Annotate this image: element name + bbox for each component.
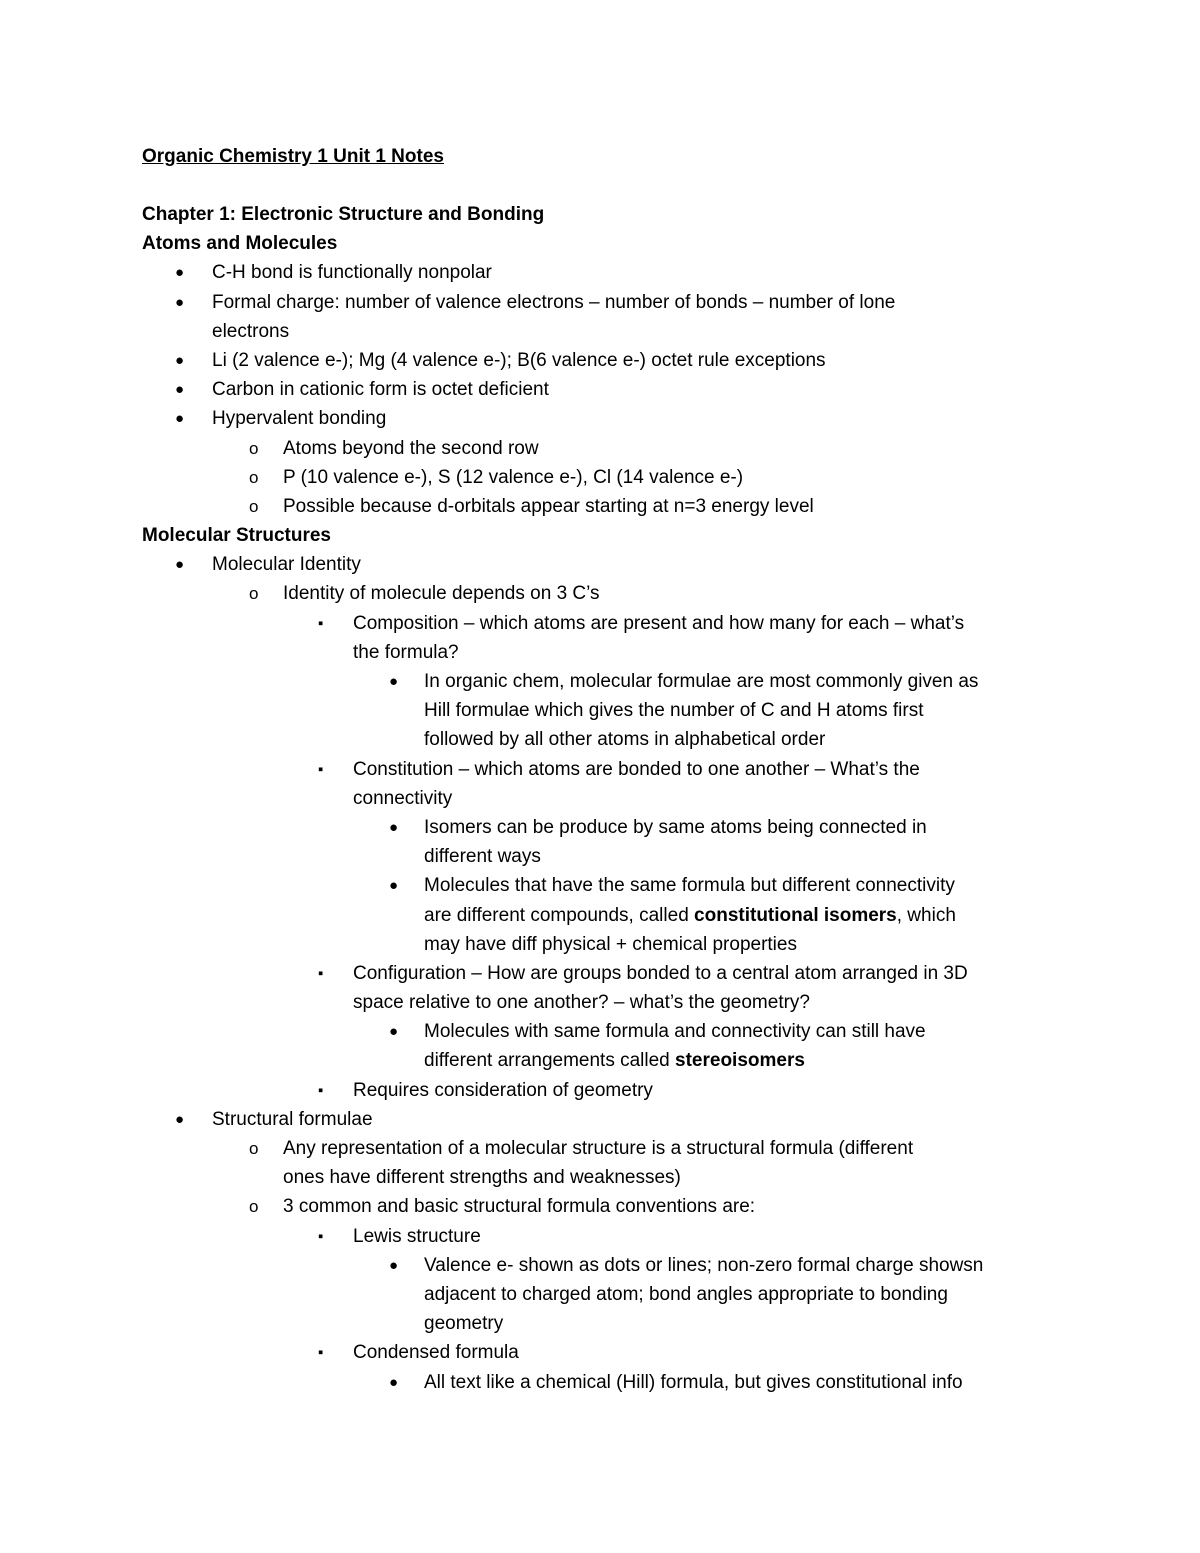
item-text <box>283 434 539 463</box>
list-item <box>0 842 1200 871</box>
list-item <box>0 258 1200 287</box>
item-text <box>424 901 956 930</box>
bullet-marker: ● <box>389 1256 399 1274</box>
text-run: Atoms beyond the second row <box>283 437 539 459</box>
text-run: electrons <box>212 320 290 342</box>
text-run: In organic chem, molecular formulae are most commonly given as <box>424 671 979 692</box>
item-text <box>283 1134 913 1163</box>
bullet-marker: ▪ <box>318 1081 324 1099</box>
item-text <box>424 930 797 959</box>
item-text <box>353 988 810 1017</box>
list-item <box>0 930 1200 959</box>
item-text <box>424 813 927 842</box>
item-text <box>212 404 386 433</box>
list-item <box>0 375 1200 404</box>
list-item <box>0 404 1200 433</box>
item-text <box>212 375 549 404</box>
heading-text <box>142 200 544 229</box>
list-item <box>0 550 1200 579</box>
item-text <box>424 1280 948 1309</box>
section-heading <box>0 229 1200 258</box>
bullet-marker: ● <box>389 877 399 895</box>
bullet-marker: o <box>249 1197 259 1217</box>
item-text <box>424 842 541 871</box>
item-text <box>424 1368 963 1397</box>
bullet-marker: ● <box>175 556 185 574</box>
text-run: Lewis structure <box>353 1225 481 1247</box>
text-run: Constitution – which atoms are bonded to one another – What’s the <box>353 758 920 780</box>
text-run: Structural formulae <box>212 1108 373 1130</box>
bullet-marker: o <box>249 584 259 604</box>
list-item <box>0 579 1200 608</box>
text-run: Formal charge: number of valence electrons – number of bonds – number of lone <box>212 291 896 313</box>
item-text <box>212 1105 373 1134</box>
bullet-marker: ● <box>175 351 185 369</box>
text-run: Identity of molecule depends on 3 C’s <box>283 583 600 605</box>
item-text <box>212 288 895 317</box>
list-item <box>0 667 1200 696</box>
text-run: Possible because d-orbitals appear starting at n=3 energy level <box>283 495 814 517</box>
bullet-marker: ● <box>389 818 399 836</box>
item-text <box>283 579 600 608</box>
bullet-marker: ● <box>175 1110 185 1128</box>
item-text <box>424 1046 805 1075</box>
list-item <box>0 609 1200 638</box>
list-item <box>0 1192 1200 1221</box>
text-run: Hill formulae which gives the number of C and H atoms first <box>424 700 924 722</box>
list-item <box>0 434 1200 463</box>
text-run: Requires consideration of geometry <box>353 1079 653 1101</box>
item-text <box>283 492 814 521</box>
item-text <box>212 346 826 375</box>
text-run: are different compounds, called <box>424 904 695 926</box>
document-title: Organic Chemistry 1 Unit 1 Notes <box>142 146 444 167</box>
item-text <box>424 1017 926 1046</box>
list-item <box>0 725 1200 754</box>
list-item <box>0 784 1200 813</box>
item-text <box>353 1338 519 1367</box>
text-run: Molecular Identity <box>212 554 361 576</box>
item-text <box>424 725 825 754</box>
text-run: adjacent to charged atom; bond angles appropriate to bonding <box>424 1283 948 1305</box>
text-run: ones have different strengths and weaknesses) <box>283 1167 681 1189</box>
text-run: Any representation of a molecular structure is a structural formula (different <box>283 1138 914 1159</box>
list-item <box>0 1046 1200 1075</box>
item-text <box>283 1192 755 1221</box>
list-item <box>0 1134 1200 1163</box>
bullet-marker: ● <box>175 381 185 399</box>
heading-text <box>142 229 337 258</box>
text-run: Chapter 1: Electronic Structure and Bonding <box>142 204 545 225</box>
text-run: different arrangements called <box>424 1050 676 1072</box>
heading-text <box>142 521 331 550</box>
list-item <box>0 1017 1200 1046</box>
item-text <box>212 258 492 287</box>
text-run: Hypervalent bonding <box>212 408 387 430</box>
text-run: geometry <box>424 1313 504 1335</box>
bullet-marker: ● <box>389 673 399 690</box>
text-run: , which <box>896 904 956 926</box>
item-text <box>424 871 955 900</box>
list-item <box>0 988 1200 1017</box>
bullet-marker: o <box>249 438 259 458</box>
list-item <box>0 813 1200 842</box>
list-item <box>0 492 1200 521</box>
bullet-marker: ▪ <box>318 964 324 982</box>
bullet-marker: ● <box>389 1373 399 1391</box>
list-item <box>0 1280 1200 1309</box>
bullet-marker: ● <box>175 293 185 311</box>
list-item <box>0 1368 1200 1397</box>
text-run: different ways <box>424 846 541 868</box>
item-text <box>424 1251 983 1280</box>
text-run: 3 common and basic structural formula conventions are: <box>283 1196 756 1218</box>
item-text <box>353 784 452 813</box>
text-run: Li (2 valence e-); Mg (4 valence e-); B(6 valence e-) octet rule exceptions <box>212 349 826 371</box>
bold-term: stereoisomers <box>675 1050 805 1072</box>
text-run: Valence e- shown as dots or lines; non-zero formal charge showsn <box>424 1254 984 1276</box>
text-run: Molecular Structures <box>142 525 331 547</box>
bullet-marker: ▪ <box>318 614 324 632</box>
text-run: Condensed formula <box>353 1342 519 1364</box>
bullet-marker: ● <box>389 1023 399 1041</box>
list-item <box>0 901 1200 930</box>
list-item <box>0 288 1200 317</box>
text-run: Isomers can be produce by same atoms being connected in <box>424 816 927 838</box>
item-text <box>353 1222 481 1251</box>
text-run: may have diff physical + chemical properties <box>424 933 797 955</box>
item-text <box>353 1076 653 1105</box>
list-item <box>0 1076 1200 1105</box>
list-item <box>0 1105 1200 1134</box>
list-item <box>0 638 1200 667</box>
bullet-marker: ● <box>175 410 185 428</box>
text-run: C-H bond is functionally nonpolar <box>212 262 492 284</box>
bullet-marker: ▪ <box>318 1344 324 1362</box>
item-text <box>212 550 361 579</box>
item-text <box>353 638 459 667</box>
text-run: Molecules with same formula and connectivity can still have <box>424 1021 926 1043</box>
bullet-marker: ● <box>175 264 185 282</box>
item-text <box>353 959 968 988</box>
bullet-marker: o <box>249 467 259 487</box>
item-text <box>212 317 289 346</box>
list-item <box>0 317 1200 346</box>
list-item <box>0 755 1200 784</box>
item-text <box>353 609 964 638</box>
bullet-marker: ▪ <box>318 760 324 778</box>
text-run: Configuration – How are groups bonded to a central atom arranged in 3D <box>353 962 968 984</box>
text-run: All text like a chemical (Hill) formula, but gives constitutional info <box>424 1371 963 1393</box>
bullet-marker: ▪ <box>318 1227 324 1245</box>
item-text <box>424 667 978 696</box>
item-text <box>283 463 743 492</box>
list-item <box>0 959 1200 988</box>
list-item <box>0 1251 1200 1280</box>
list-item <box>0 1309 1200 1338</box>
text-run: P (10 valence e-), S (12 valence e-), Cl (14 valence e-) <box>283 466 744 488</box>
item-text <box>424 696 923 725</box>
text-run: Molecules that have the same formula but different connectivity <box>424 875 955 897</box>
list-item <box>0 1338 1200 1367</box>
bold-term: constitutional isomers <box>694 904 897 926</box>
list-item <box>0 1222 1200 1251</box>
text-run: Composition – which atoms are present and how many for each – what’s <box>353 612 965 634</box>
list-item <box>0 871 1200 900</box>
text-run: space relative to one another? – what’s the geometry? <box>353 992 810 1014</box>
bullet-marker: o <box>249 496 259 516</box>
section-heading <box>0 200 1200 229</box>
text-run: Atoms and Molecules <box>142 233 338 255</box>
text-run: connectivity <box>353 787 453 809</box>
item-text <box>353 755 920 784</box>
text-run: the formula? <box>353 641 459 663</box>
text-run: Carbon in cationic form is octet deficient <box>212 379 549 401</box>
notes-outline <box>0 200 1200 1397</box>
item-text <box>283 1163 681 1192</box>
list-item <box>0 463 1200 492</box>
list-item <box>0 696 1200 725</box>
bullet-marker: o <box>249 1139 259 1158</box>
section-heading <box>0 521 1200 550</box>
list-item <box>0 346 1200 375</box>
item-text <box>424 1309 503 1338</box>
text-run: followed by all other atoms in alphabetical order <box>424 729 826 751</box>
list-item <box>0 1163 1200 1192</box>
